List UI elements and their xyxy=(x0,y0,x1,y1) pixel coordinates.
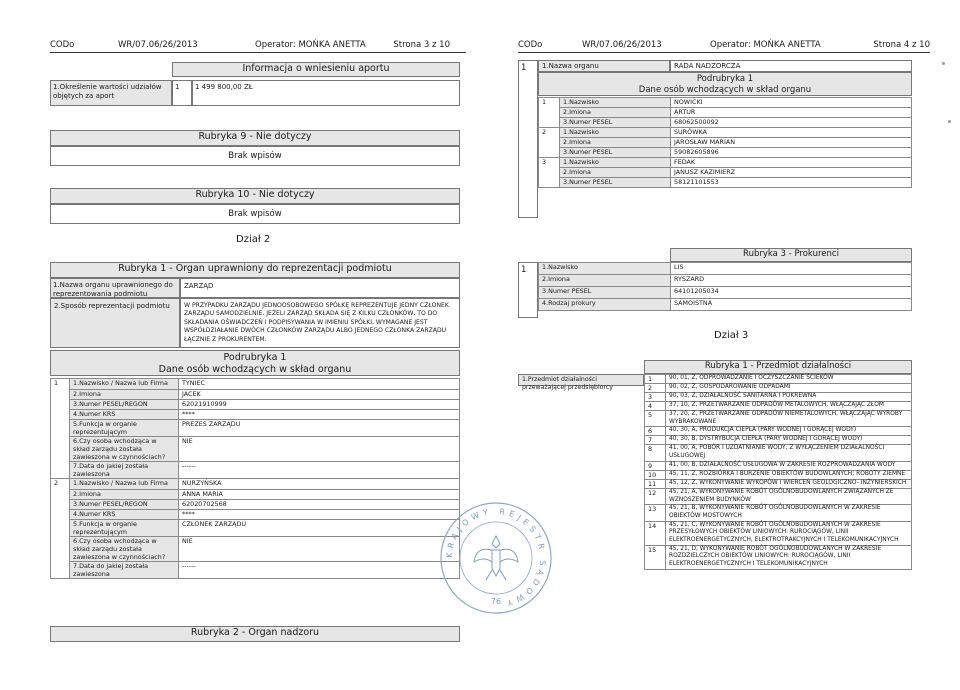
rub10-title: Rubryka 10 - Nie dotyczy xyxy=(50,188,460,204)
nadzor-organ-label: 1.Nazwa organu xyxy=(538,60,670,72)
list-item xyxy=(645,461,912,470)
left-subrubric-subtitle: Dane osób wchodzących w skład organu xyxy=(158,364,352,375)
table-row xyxy=(539,108,912,118)
person-number: 3 xyxy=(539,158,560,188)
method-label: 2.Sposób reprezentacji podmiotu xyxy=(50,298,180,348)
right-subrubric-subtitle: Dane osób wchodzących w skład organu xyxy=(638,85,812,95)
field-value: SAMOISTNA xyxy=(671,299,912,311)
eagle-icon xyxy=(474,536,518,580)
activity-number: 3 xyxy=(645,393,666,402)
field-value: LIS xyxy=(671,263,912,275)
field-value: 68062500092 xyxy=(671,118,912,128)
activity-number: 12 xyxy=(645,488,666,504)
table-row xyxy=(51,500,460,510)
scan-mark xyxy=(948,120,951,123)
court-stamp xyxy=(438,500,554,616)
field-value: CZŁONEK ZARZĄDU xyxy=(179,520,460,537)
field-value: FEDAK xyxy=(671,158,912,168)
person-number: 1 xyxy=(51,379,70,479)
field-label: 2.Imiona xyxy=(70,490,179,500)
activity-description: 45, 12, Z, WYKONYWANIE WYKOPÓW I WIERCEŃ GEOLOGICZNO- INŻYNIERSKICH xyxy=(666,479,912,488)
table-row xyxy=(51,520,460,537)
list-item xyxy=(645,505,912,521)
przedmiot-table xyxy=(644,374,912,570)
field-value: ARTUR xyxy=(671,108,912,118)
field-value: NIE xyxy=(179,437,460,462)
table-row xyxy=(539,275,912,287)
list-item xyxy=(645,479,912,488)
list-item xyxy=(645,470,912,479)
nadzor-organ-value: RADA NADZORCZA xyxy=(670,60,912,72)
activity-description: 37, 20, Z, PRZETWARZANIE ODPADÓW NIEMETALOWYCH, WŁĄCZAJĄC WYROBY WYBRAKOWANE xyxy=(666,411,912,427)
table-row xyxy=(539,287,912,299)
organ-persons-table xyxy=(50,378,460,579)
field-label: 1.Nazwisko xyxy=(560,98,671,108)
header-page: Strona 3 z 10 xyxy=(393,40,450,50)
field-value: ANNA MARIA xyxy=(179,490,460,500)
field-value: 62020702568 xyxy=(179,500,460,510)
field-value: NURZYŃSKA xyxy=(179,479,460,490)
rub9-empty: Brak wpisów xyxy=(50,146,460,166)
activity-number: 4 xyxy=(645,402,666,411)
table-row xyxy=(539,138,912,148)
aport-label: 1.Określenie wartości udziałów objętych za aport xyxy=(50,80,172,106)
field-value: TYNIEC xyxy=(179,379,460,390)
field-value: PREZES ZARZĄDU xyxy=(179,420,460,437)
list-item xyxy=(645,402,912,411)
field-value: RYSZARD xyxy=(671,275,912,287)
activity-description: 90, 02, Z, GOSPODAROWANIE ODPADAMI xyxy=(666,384,912,393)
table-row xyxy=(51,390,460,400)
field-label: 2.Imiona xyxy=(539,275,671,287)
table-row xyxy=(539,98,912,108)
field-label: 1.Nazwisko xyxy=(560,158,671,168)
activity-description: 45, 21, A, WYKONYWANIE ROBÓT OGÓLNOBUDOWLANYCH ZWIĄZANYCH ZE WZNOSZENIEM BUDYNKÓW xyxy=(666,488,912,504)
method-value: W PRZYPADKU ZARZĄDU JEDNOOSOBOWEGO SPÓŁKĘ REPREZENTUJE JEDNY CZŁONEK ZARZĄDU SAMODZIELNIE. JEŻELI ZARZĄD SKŁADA SIĘ Z KILKU CZŁONKÓW, TO DO SKŁADANIA OŚWIADCZEŃ I PODPISYWANIA W IMIENIU SPÓŁKI, WYMAGANE JEST WSPÓŁDZIAŁANIE DWÓCH CZŁONKÓW ZARZĄDU ALBO JEDNEGO CZŁONKA ZARZĄDU ŁĄCZNIE Z PROKURENTEM. xyxy=(180,298,460,348)
field-label: 4.Rodzaj prokury xyxy=(539,299,671,311)
header-page: Strona 4 z 10 xyxy=(873,40,930,50)
list-item xyxy=(645,393,912,402)
field-label: 4.Numer KRS xyxy=(70,510,179,520)
table-row xyxy=(539,128,912,138)
header-ref: WR/07.06/26/2013 xyxy=(582,40,662,50)
rub3-num: 1 xyxy=(518,262,538,318)
table-row xyxy=(539,168,912,178)
activity-number: 15 xyxy=(645,545,666,569)
field-label: 3.Numer PESEL xyxy=(560,118,671,128)
dzial2-title: Dział 2 xyxy=(236,234,271,245)
activity-number: 6 xyxy=(645,427,666,436)
field-label: 1.Nazwisko xyxy=(539,263,671,275)
activity-description: 45, 21, D, WYKONYWANIE ROBÓT OGÓLNOBUDOWLANYCH W ZAKRESIE ROZDZIELCZYCH OBIEKTÓW LINIOWYCH: RUROCIĄGÓW, LINII ELEKTROENERGETYCZNYCH I TELEKOMUNIKACYJNYCH xyxy=(666,545,912,569)
field-value: ------ xyxy=(179,562,460,579)
field-value: 58121101553 xyxy=(671,178,912,188)
field-label: 5.Funkcja w organie reprezentującym xyxy=(70,520,179,537)
right-subrubric-title: Podrubryka 1 xyxy=(696,74,754,84)
stamp-text: KRAJOWY REJESTR SĄDOWY xyxy=(444,506,548,609)
table-row xyxy=(51,537,460,562)
activity-description: 90, 01, Z, ODPROWADZANIE I OCZYSZCZANIE ŚCIEKÓW xyxy=(666,375,912,384)
list-item xyxy=(645,488,912,504)
list-item xyxy=(645,545,912,569)
table-row xyxy=(539,178,912,188)
field-label: 2.Imiona xyxy=(70,390,179,400)
field-label: 3.Numer PESEL xyxy=(539,287,671,299)
organ-value: ZARZĄD xyxy=(180,278,460,298)
activity-number: 10 xyxy=(645,470,666,479)
field-value: JAROSŁAW MARIAN xyxy=(671,138,912,148)
list-item xyxy=(645,445,912,461)
activity-description: 41, 00, A, POBÓR I UZDATNIANIE WODY, Z WYŁĄCZENIEM DZIAŁALNOŚCI USŁUGOWEJ xyxy=(666,445,912,461)
list-item xyxy=(645,411,912,427)
field-label: 1.Nazwisko xyxy=(560,128,671,138)
list-item xyxy=(645,521,912,545)
table-row xyxy=(51,490,460,500)
table-row xyxy=(539,299,912,311)
activity-number: 13 xyxy=(645,505,666,521)
table-row xyxy=(539,118,912,128)
table-row xyxy=(539,263,912,275)
field-label: 5.Funkcja w organie reprezentującym xyxy=(70,420,179,437)
rub1-title: Rubryka 1 - Organ uprawniony do reprezentacji podmiotu xyxy=(50,262,460,278)
field-label: 6.Czy osoba wchodząca w skład zarządu została zawieszona w czynnościach? xyxy=(70,537,179,562)
field-value: **** xyxy=(179,410,460,420)
field-value: ------ xyxy=(179,462,460,479)
scan-mark xyxy=(942,62,945,65)
page-header xyxy=(518,40,930,53)
dzial3-title: Dział 3 xyxy=(714,330,749,341)
activity-number: 9 xyxy=(645,461,666,470)
header-codo: CODo xyxy=(518,40,543,50)
table-row xyxy=(51,562,460,579)
field-value: JACEK xyxy=(179,390,460,400)
table-row xyxy=(51,462,460,479)
activity-description: 90, 03, Z, DZIAŁALNOŚĆ SANITARNA I POKREWNA xyxy=(666,393,912,402)
activity-description: 45, 21, C, WYKONYWANIE ROBÓT OGÓLNOBUDOWLANYCH W ZAKRESIE PRZESYŁOWYCH OBIEKTÓW LINIOWYCH: RUROCIĄGÓW, LINII ELEKTROENERGETYCZNYCH, ELEKTROTRAKCYJNYCH I TELEKOMUNIKACYJNYCH xyxy=(666,521,912,545)
rub10-empty: Brak wpisów xyxy=(50,204,460,224)
field-label: 1.Nazwisko / Nazwa lub Firma xyxy=(70,379,179,390)
header-codo: CODo xyxy=(50,40,75,50)
aport-value: 1 499 800,00 ZŁ xyxy=(192,80,460,106)
field-label: 3.Numer PESEL xyxy=(560,148,671,158)
organ-label: 1.Nazwa organu uprawnionego do reprezentowania podmiotu xyxy=(50,278,180,298)
field-label: 3.Numer PESEL/REGON xyxy=(70,400,179,410)
person-number: 1 xyxy=(539,98,560,128)
list-item xyxy=(645,436,912,445)
list-item xyxy=(645,427,912,436)
table-row xyxy=(51,400,460,410)
field-label: 2.Imiona xyxy=(560,108,671,118)
list-item xyxy=(645,375,912,384)
activity-description: 40, 30, B, DYSTRYBUCJA CIEPŁA (PARY WODNEJ I GORĄCEJ WODY) xyxy=(666,436,912,445)
field-label: 1.Nazwisko / Nazwa lub Firma xyxy=(70,479,179,490)
przedmiot-title: Rubryka 1 - Przedmiot działalności xyxy=(644,360,912,374)
activity-description: 45, 11, Z, ROZBIÓRKA I BURZENIE OBIEKTÓW BUDOWLANYCH; ROBOTY ZIEMNE xyxy=(666,470,912,479)
left-subrubric-title: Podrubryka 1 xyxy=(223,352,287,363)
nadzor-num: 1 xyxy=(518,60,538,218)
header-operator: Operator: MOŃKA ANETTA xyxy=(710,40,821,50)
header-operator: Operator: MOŃKA ANETTA xyxy=(255,40,366,50)
left-subrubric xyxy=(50,350,460,376)
table-row xyxy=(51,379,460,390)
activity-number: 7 xyxy=(645,436,666,445)
field-value: SURÓWKA xyxy=(671,128,912,138)
rub9-title: Rubryka 9 - Nie dotyczy xyxy=(50,130,460,146)
activity-number: 1 xyxy=(645,375,666,384)
field-label: 7.Data do jakiej została zawieszona xyxy=(70,462,179,479)
przedmiot-label: 1.Przedmiot działalności przeważającej przedsiębiorcy xyxy=(518,374,644,386)
rub3-title: Rubryka 3 - Prokurenci xyxy=(670,248,912,262)
activity-description: 37, 10, Z, PRZETWARZANIE ODPADÓW METALOWYCH, WŁĄCZAJĄC ZŁOM xyxy=(666,402,912,411)
activity-description: 45, 21, B, WYKONYWANIE ROBÓT OGÓLNOBUDOWLANYCH W ZAKRESIE OBIEKTÓW MOSTOWYCH xyxy=(666,505,912,521)
aport-num: 1 xyxy=(172,80,192,106)
activity-number: 5 xyxy=(645,411,666,427)
rub2-title: Rubryka 2 - Organ nadzoru xyxy=(50,626,460,642)
right-page xyxy=(444,0,960,690)
activity-description: 40, 30, A, PRODUKCJA CIEPŁA (PARY WODNEJ I GORĄCEJ WODY) xyxy=(666,427,912,436)
field-value: JANUSZ KAZIMIERZ xyxy=(671,168,912,178)
right-subrubric xyxy=(538,72,912,96)
activity-number: 8 xyxy=(645,445,666,461)
table-row xyxy=(539,148,912,158)
field-value: NOWICKI xyxy=(671,98,912,108)
list-item xyxy=(645,384,912,393)
field-label: 3.Numer PESEL xyxy=(560,178,671,188)
header-ref: WR/07.06/26/2013 xyxy=(118,40,198,50)
stamp-number: 76 xyxy=(490,597,502,606)
field-label: 7.Data do jakiej została zawieszona xyxy=(70,562,179,579)
table-row xyxy=(51,510,460,520)
field-value: 64101205034 xyxy=(671,287,912,299)
activity-number: 11 xyxy=(645,479,666,488)
activity-description: 41, 00, B, DZIAŁALNOŚĆ USŁUGOWA W ZAKRESIE ROZPROWADZANIA WODY xyxy=(666,461,912,470)
field-value: NIE xyxy=(179,537,460,562)
field-label: 3.Numer PESEL/REGON xyxy=(70,500,179,510)
activity-number: 14 xyxy=(645,521,666,545)
field-label: 6.Czy osoba wchodząca w skład zarządu została zawieszona w czynnościach? xyxy=(70,437,179,462)
field-label: 4.Numer KRS xyxy=(70,410,179,420)
person-number: 2 xyxy=(51,479,70,579)
nadzor-persons-table xyxy=(538,97,912,188)
table-row xyxy=(51,420,460,437)
left-page xyxy=(0,0,476,690)
table-row xyxy=(51,410,460,420)
page-header xyxy=(50,40,466,53)
field-value: 62021910999 xyxy=(179,400,460,410)
field-label: 2.Imiona xyxy=(560,168,671,178)
field-label: 2.Imiona xyxy=(560,138,671,148)
aport-title: Informacja o wniesieniu aportu xyxy=(172,62,460,77)
prokurent-table xyxy=(538,262,912,311)
table-row xyxy=(539,158,912,168)
activity-number: 2 xyxy=(645,384,666,393)
field-value: 59082605896 xyxy=(671,148,912,158)
table-row xyxy=(51,479,460,490)
person-number: 2 xyxy=(539,128,560,158)
table-row xyxy=(51,437,460,462)
field-value: **** xyxy=(179,510,460,520)
